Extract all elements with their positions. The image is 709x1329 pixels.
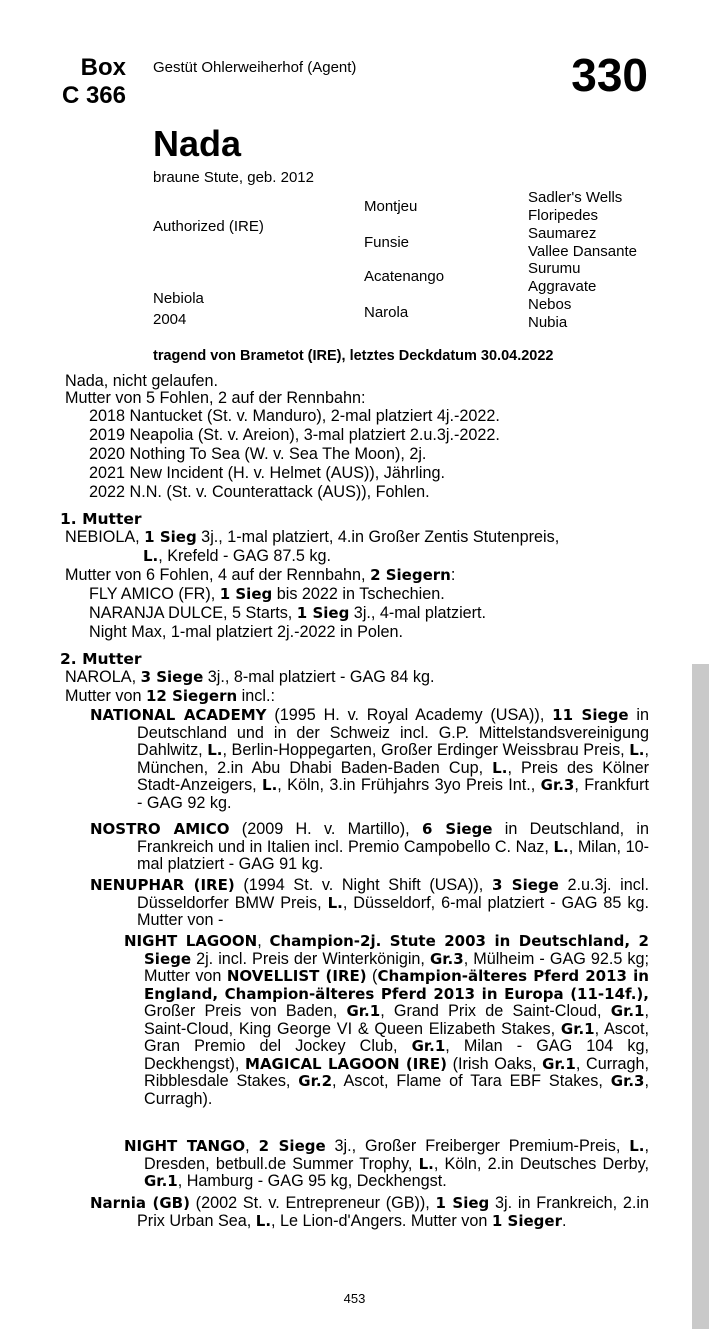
pedigree-g1: Funsie	[364, 234, 410, 251]
produce-entry-nenuphar: NENUPHAR (IRE) (1994 St. v. Night Shift (USA)), 3 Siege 2.u.3j. incl. Düsseldorfer BMW Preis, L., Düsseldorf, 6-mal platziert - GAG 85 kg. Mutter von -	[90, 876, 649, 929]
foal-entry: 2019 Neapolia (St. v. Areion), 3-mal platziert 2.u.3j.-2022.	[89, 426, 500, 444]
pedigree-dam-year: 2004	[153, 311, 187, 328]
pedigree-g2: Saumarez	[528, 225, 597, 242]
box-label: Box C 366	[61, 54, 126, 109]
horse-name: Nada	[153, 123, 242, 164]
horse-description: braune Stute, geb. 2012	[153, 169, 314, 186]
page-number: 453	[343, 1291, 366, 1306]
lot-number: 330	[571, 49, 648, 101]
first-dam-record: NEBIOLA, 1 Sieg 3j., 1-mal platziert, 4.in Großer Zentis Stutenpreis,	[65, 528, 560, 546]
produce-entry: Night Max, 1-mal platziert 2j.-2022 in Polen.	[89, 623, 404, 641]
first-dam-produce: Mutter von 6 Fohlen, 4 auf der Rennbahn, 2 Siegern:	[65, 566, 456, 584]
pedigree-g2: Nebos	[528, 296, 572, 313]
foal-entry: 2021 New Incident (H. v. Helmet (AUS)), Jährling.	[89, 464, 445, 482]
pedigree-g1: Narola	[364, 304, 409, 321]
pedigree-g2: Surumu	[528, 260, 581, 277]
pedigree-dam: Nebiola	[153, 290, 204, 307]
covering-info: tragend von Brametot (IRE), letztes Deckdatum 30.04.2022	[153, 348, 554, 364]
second-dam-record: NAROLA, 3 Siege 3j., 8-mal platziert - GAG 84 kg.	[65, 668, 435, 686]
produce-entry-nostro-amico: NOSTRO AMICO (2009 H. v. Martillo), 6 Siege in Deutschland, in Frankreich und in Italien incl. Premio Campobello C. Naz, L., Milan, 10-mal platziert - GAG 91 kg.	[90, 820, 649, 873]
produce-entry-national-academy: NATIONAL ACADEMY (1995 H. v. Royal Academy (USA)), 11 Siege in Deutschland und in der Schweiz incl. G.P. Mittelstandsvereinigung Dahlwitz, L., Berlin-Hoppegarten, Großer Erdinger Weissbrau Preis, L., München, 2.in Abu Dhabi Baden-Baden Cup, L., Preis des Kölner Stadt-Anzeigers, L., Köln, 3.in Frühjahrs 3yo Preis Int., Gr.3, Frankfurt - GAG 92 kg.	[90, 706, 650, 812]
second-dam-produce: Mutter von 12 Siegern incl.:	[65, 687, 275, 705]
pedigree-g1: Acatenango	[364, 268, 445, 285]
produce-summary: Mutter von 5 Fohlen, 2 auf der Rennbahn:	[65, 389, 366, 407]
agent-name: Gestüt Ohlerweiherhof (Agent)	[153, 59, 357, 76]
produce-entry: FLY AMICO (FR), 1 Sieg bis 2022 in Tschechien.	[89, 585, 445, 603]
produce-entry: NARANJA DULCE, 5 Starts, 1 Sieg 3j., 4-mal platziert.	[89, 604, 487, 622]
section-heading: 2. Mutter	[60, 650, 142, 668]
pedigree-g1: Montjeu	[364, 198, 418, 215]
foal-entry: 2022 N.N. (St. v. Counterattack (AUS)), Fohlen.	[89, 483, 430, 501]
section-heading: 1. Mutter	[60, 510, 142, 528]
foal-entry: 2018 Nantucket (St. v. Manduro), 2-mal platziert 4j.-2022.	[89, 407, 500, 425]
pedigree-g2: Aggravate	[528, 278, 597, 295]
produce-entry-night-lagoon: NIGHT LAGOON, Champion-2j. Stute 2003 in Deutschland, 2 Siege 2j. incl. Preis der Winterkönigin, Gr.3, Mülheim - GAG 92.5 kg; Mutter von NOVELLIST (IRE) (Champion-älteres Pferd 2013 in England, Champion-älteres Pferd 2013 in Europa (11-14f.), Großer Preis von Baden, Gr.1, Grand Prix de Saint-Cloud, Gr.1, Saint-Cloud, King George VI & Queen Elizabeth Stakes, Gr.1, Ascot, Gran Premio del Jockey Club, Gr.1, Milan - GAG 104 kg, Deckhengst), MAGICAL LAGOON (IRE) (Irish Oaks, Gr.1, Curragh, Ribblesdale Stakes, Gr.2, Ascot, Flame of Tara EBF Stakes, Gr.3, Curragh).	[124, 932, 649, 1108]
produce-entry-narnia: Narnia (GB) (2002 St. v. Entrepreneur (GB)), 1 Sieg 3j. in Frankreich, 2.in Prix Urban Sea, L., Le Lion-d'Angers. Mutter von 1 Sieger.	[90, 1194, 650, 1230]
produce-entry-night-tango: NIGHT TANGO, 2 Siege 3j., Großer Freiberger Premium-Preis, L., Dresden, betbull.de Summer Trophy, L., Köln, 2.in Deutsches Derby, Gr.1, Hamburg - GAG 95 kg, Deckhengst.	[124, 1137, 649, 1190]
pedigree-sire: Authorized (IRE)	[153, 218, 264, 235]
foal-entry: 2020 Nothing To Sea (W. v. Sea The Moon), 2j.	[89, 445, 427, 463]
first-dam-record-cont: L., Krefeld - GAG 87.5 kg.	[143, 547, 332, 565]
scrollbar[interactable]	[692, 664, 709, 1329]
pedigree-g2: Vallee Dansante	[528, 243, 637, 260]
pedigree-g2: Nubia	[528, 314, 568, 331]
race-record: Nada, nicht gelaufen.	[65, 372, 218, 390]
pedigree-g2: Floripedes	[528, 207, 599, 224]
pedigree-g2: Sadler's Wells	[528, 189, 623, 206]
